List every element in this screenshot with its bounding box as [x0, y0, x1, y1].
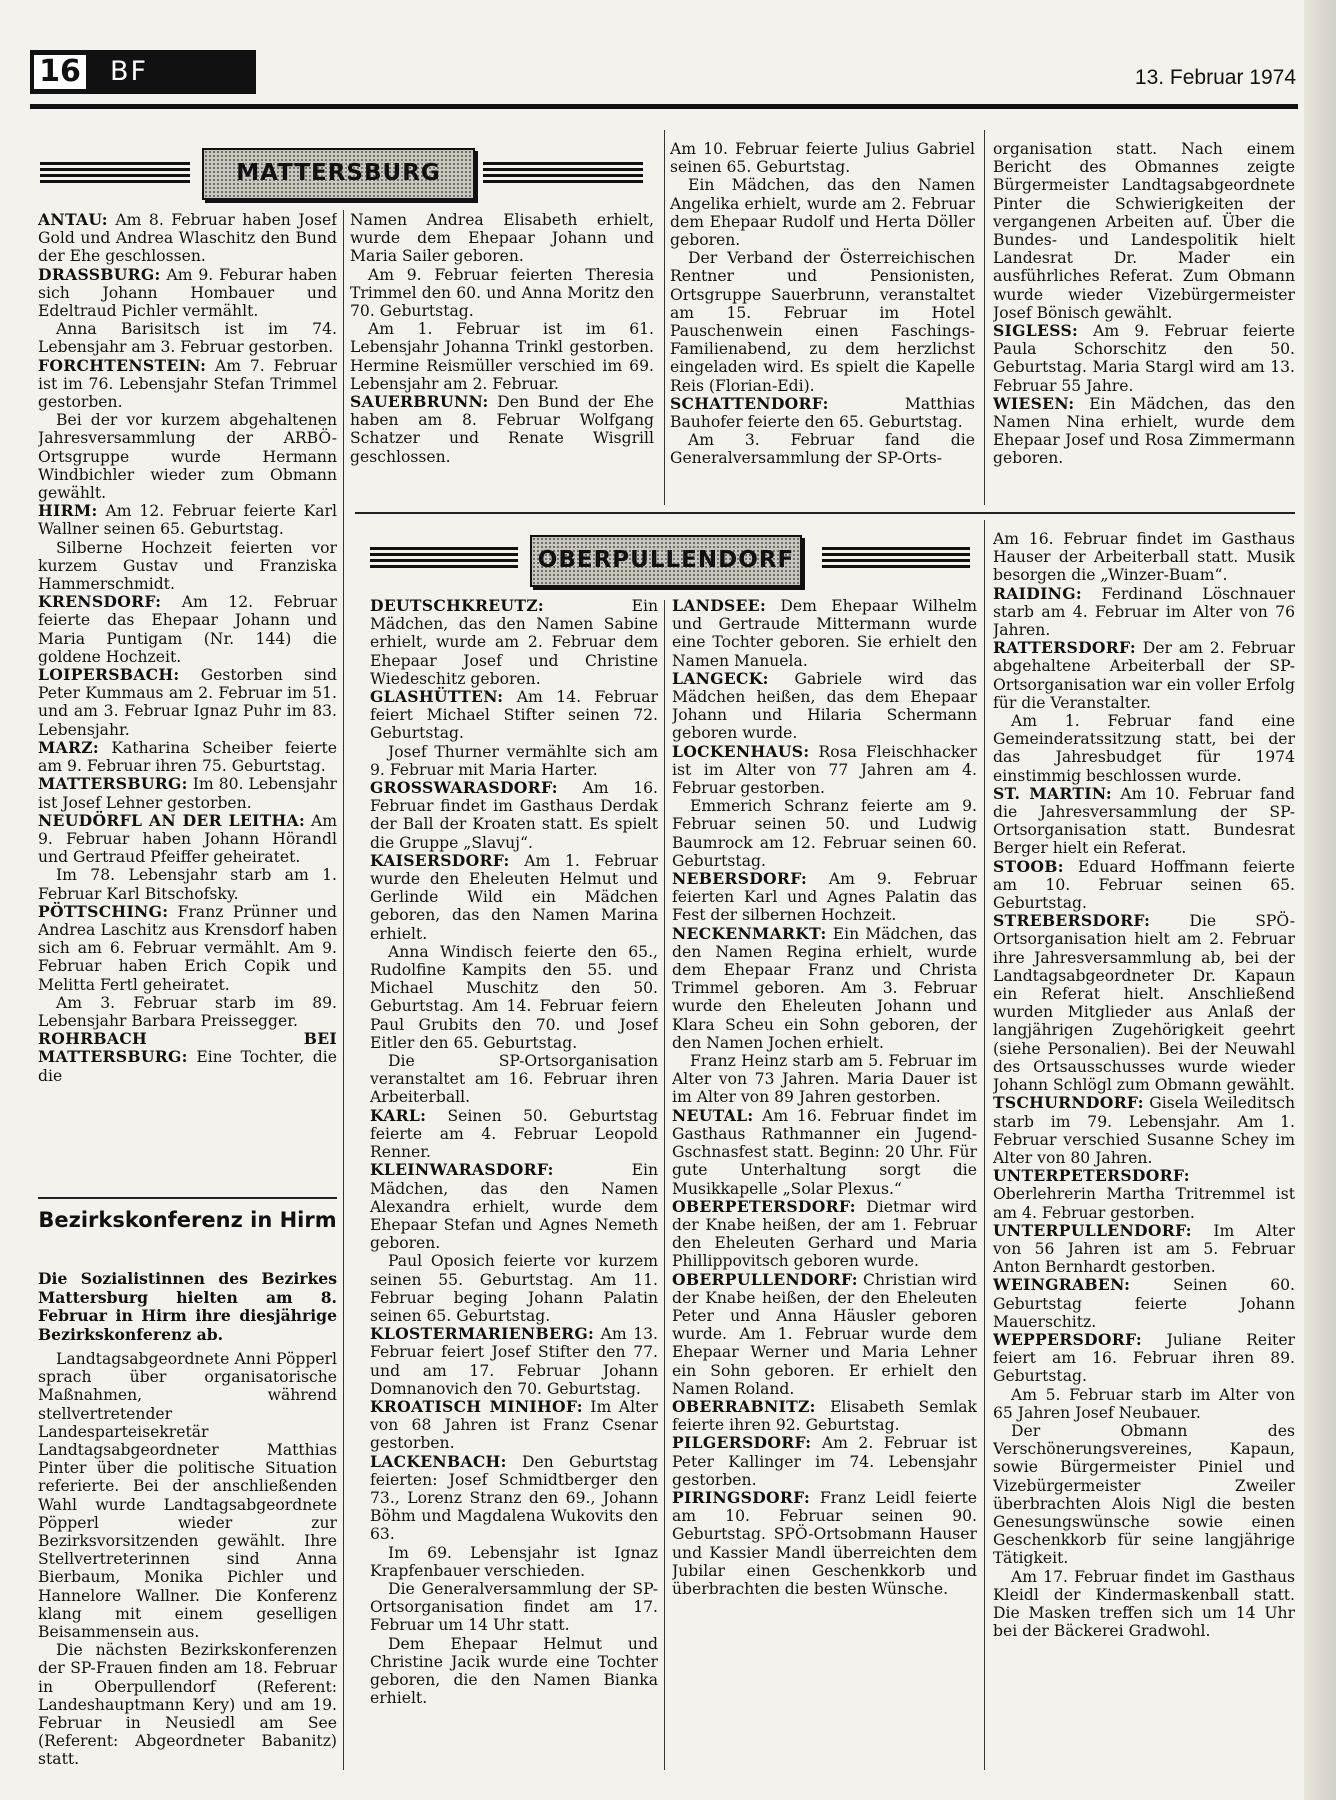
town-name: SCHATTENDORF: — [670, 393, 829, 413]
notice-paragraph — [370, 1635, 658, 1708]
notice-paragraph — [993, 858, 1295, 913]
town-name: NECKENMARKT: — [672, 923, 827, 943]
notice-paragraph — [38, 211, 337, 266]
notice-text: Silberne Hochzeit feierten vor kurzem Gustav und Franziska Hammerschmidt. — [38, 538, 337, 594]
notice-text: Dem Ehepaar Wilhelm und Gertraude Mittermann wurde eine Tochter geboren. Sie erhielt den Namen Manuela. — [672, 597, 977, 670]
notice-paragraph — [672, 870, 977, 925]
notice-text: Am 9. Februar haben Johann Hörandl und Gertraud Pfeiffer geheiratet. — [38, 811, 337, 867]
notice-text: Im 80. Lebensjahr ist Josef Lehner gestorben. — [38, 775, 337, 812]
column-rule — [664, 600, 665, 1770]
notice-text: Die SPÖ-Ortsorganisation hielt am 2. Februar ihre Jahresversammlung ab, bei der Landtagsabgeordneter Dr. Kapaun ein Referat hielt. Anschließend wurden Mitglieder aus Anlaß der langjährigen Zugehörigkeit geehrt (siehe Personalien). Bei der Neuwahl des Ortsausschusses wurde wieder Johann Schlögl zum Obmann gewählt. — [993, 912, 1295, 1095]
notice-paragraph — [38, 666, 337, 739]
notice-text: Ein Mädchen, das den Namen Nina erhielt, wurde dem Ehepaar Josef und Rosa Zimmermann geboren. — [993, 394, 1295, 468]
notice-text: Am 9. Feburar haben sich Johann Hombauer und Edeltraud Pichler vermählt. — [38, 265, 337, 321]
notice-paragraph — [993, 912, 1295, 1094]
notice-text: Am 13. Februar feiert Josef Stifter den 77. und am 17. Februar Johann Domnanovich den 70. Geburtstag. — [370, 1325, 658, 1398]
notice-text: Am 7. Februar ist im 76. Lebensjahr Stefan Trimmel gestorben. — [38, 356, 337, 412]
town-name: OBERPULLENDORF: — [672, 1269, 858, 1289]
notice-text: Am 9. Februar feierten Karl und Agnes Palatin das Fest der silbernen Hochzeit. — [672, 870, 977, 925]
notice-text: Gisela Weileditsch starb im 79. Lebensjahr. Am 1. Februar verschied Susanne Schey im Alter von 80 Jahren. — [993, 1094, 1295, 1167]
notice-text: Seinen 60. Geburtstag feierte Johann Mauerschitz. — [993, 1276, 1295, 1331]
notice-text: Im Alter von 68 Jahren ist Franz Csenar gestorben. — [370, 1397, 658, 1453]
notice-paragraph — [350, 393, 654, 466]
notice-paragraph — [370, 743, 658, 779]
town-name: MARZ: — [38, 737, 99, 757]
notice-text: Im 69. Lebensjahr ist Ignaz Krapfenbauer verschieden. — [370, 1543, 658, 1580]
notice-paragraph — [38, 539, 337, 594]
notice-paragraph — [370, 1161, 658, 1252]
notice-paragraph — [993, 785, 1295, 858]
notice-paragraph — [993, 639, 1295, 712]
notice-text: Anna Windisch feierte den 65., Rudolfine Kampits den 55. und Michael Muschitz den 50. Geburtstag. Am 14. Februar feiern Paul Grubits den 70. und Josef Eitler den 65. Geburtstag. — [370, 942, 658, 1052]
notice-paragraph — [993, 1422, 1295, 1568]
notice-text: Am 16. Februar findet im Gasthaus Hauser der Arbeiterball statt. Musik besorgen die „Winzer-Buam“. — [993, 530, 1295, 585]
notice-text: Am 1. Februar fand eine Gemeinderatssitzung statt, bei der das Jahresbudget für 1974 einstimmig beschlossen wurde. — [993, 712, 1295, 785]
notice-paragraph — [672, 1398, 977, 1434]
header-rule — [30, 104, 1298, 109]
notice-paragraph — [672, 925, 977, 1052]
notice-text: Matthias Bauhofer feierte den 65. Geburtstag. — [670, 394, 975, 432]
article-paragraph: Die nächsten Bezirkskonferenzen der SP-Frauen finden am 18. Februar in Oberpullendorf (Referent: Landeshauptmann Kery) und am 19. Februar in Neusiedl am See (Referent: Abgeordneter Babanitz) statt. — [38, 1641, 337, 1769]
town-name: ST. MARTIN: — [993, 783, 1112, 803]
notice-text: Dem Ehepaar Helmut und Christine Jacik wurde eine Tochter geboren, die den Namen Bianka erhielt. — [370, 1634, 658, 1708]
notice-text: Am 12. Februar feierte Karl Wallner seinen 65. Geburtstag. — [38, 502, 337, 539]
notice-paragraph — [38, 357, 337, 412]
town-name: DEUTSCHKREUTZ: — [370, 597, 544, 615]
town-name: NEBERSDORF: — [672, 869, 808, 889]
notice-paragraph — [993, 322, 1295, 395]
notice-paragraph — [993, 1386, 1295, 1422]
notice-text: Die Generalversammlung der SP-Ortsorganisation findet am 17. Februar um 14 Uhr statt. — [370, 1579, 658, 1635]
notice-text: Am 9. Februar feierte Paula Schorschitz den 50. Geburtstag. Maria Stargl wird am 13. Februar 55 Jahre. — [993, 322, 1295, 395]
notice-text: Seinen 50. Geburtstag feierte am 4. Februar Leopold Renner. — [370, 1106, 658, 1162]
notice-text: Am 9. Februar feierten Theresia Trimmel den 60. und Anna Moritz den 70. Geburtstag. — [350, 265, 654, 321]
town-name: WEPPERSDORF: — [993, 1329, 1142, 1349]
town-name: LANGECK: — [672, 668, 769, 688]
town-name: DRASSBURG: — [38, 264, 161, 284]
notice-text: Der Verband der Österreichischen Rentner und Pensionisten, Ortsgruppe Sauerbrunn, veranstaltet am 15. Februar im Hotel Pauschenwein einen Faschings-Familienabend, zu dem herzlichst eingeladen wird. Es spielt die Kapelle Reis (Florian-Edi). — [670, 249, 975, 395]
notice-paragraph — [672, 1107, 977, 1198]
notice-paragraph — [38, 994, 337, 1030]
town-name: NEUTAL: — [672, 1105, 754, 1125]
notice-text: Am 5. Februar starb im Alter von 65 Jahren Josef Neubauer. — [993, 1385, 1295, 1422]
notice-text: organisation statt. Nach einem Bericht des Obmannes zeigte Bürgermeister Landtagsabgeordnete Pinter die Schwierigkeiten der vergangenen Arbeiten auf. Über die Bundes- und Landespolitik hielt Landesrat Dr. Mader ein ausführliches Referat. Zum Obmann wurde wieder Vizebürgermeister Josef Bönisch gewählt. — [993, 140, 1295, 322]
page-header-box — [30, 50, 256, 94]
notice-text: Katharina Scheiber feierte am 9. Februar ihren 75. Geburtstag. — [38, 738, 337, 776]
town-name: PIRINGSDORF: — [672, 1487, 811, 1507]
notice-text: Am 1. Februar ist im 61. Lebensjahr Johanna Trinkl gestorben. Hermine Reismüller verschied im 69. Lebensjahr am 2. Februar. — [350, 320, 654, 393]
notice-paragraph — [38, 775, 337, 811]
notice-paragraph — [670, 249, 975, 395]
notice-paragraph — [670, 395, 975, 431]
notice-paragraph — [672, 1434, 977, 1489]
town-name: PÖTTSCHING: — [38, 901, 169, 921]
notice-paragraph — [993, 395, 1295, 468]
notice-text: Eine Tochter, die die — [38, 1048, 337, 1085]
town-name: KROATISCH MINIHOF: — [370, 1396, 583, 1416]
notice-text: Franz Prünner und Andrea Laschitz aus Krensdorf haben sich am 6. Februar vermählt. Am 9. Februar haben Erich Copik und Melitta Fertl geheiratet. — [38, 902, 337, 994]
notice-paragraph — [370, 1107, 658, 1162]
town-name: RATTERSDORF: — [993, 638, 1136, 658]
notice-text: Ein Mädchen, das den Namen Alexandra erhielt, wurde dem Ehepaar Stefan und Agnes Nemeth geboren. — [370, 1161, 658, 1253]
column-rule — [984, 520, 985, 1770]
notice-text: Am 10. Februar fand die Jahresversammlung der SP-Ortsorganisation statt. Bundesrat Berger hielt ein Referat. — [993, 784, 1295, 858]
notice-text: Rosa Fleischhacker ist im Alter von 77 Jahren am 4. Februar gestorben. — [672, 742, 977, 798]
text-column — [350, 211, 654, 499]
town-name: NEUDÖRFL AN DER LEITHA: — [38, 810, 306, 830]
notice-text: Am 16. Februar findet im Gasthaus Derdak der Ball der Kroaten statt. Es spielt die Gruppe „Slavuj“. — [370, 779, 658, 852]
notice-text: Josef Thurner vermählte sich am 9. Februar mit Maria Harter. — [370, 742, 658, 779]
text-column — [672, 597, 977, 1767]
town-name: ROHRBACH BEI MATTERSBURG: — [38, 1029, 337, 1067]
notice-text: Die SP-Ortsorganisation veranstaltet am 16. Februar ihren Arbeiterball. — [370, 1052, 658, 1107]
town-name: ANTAU: — [38, 211, 108, 229]
notice-paragraph — [38, 866, 337, 902]
notice-text: Anna Barisitsch ist im 74. Lebensjahr am 3. Februar gestorben. — [38, 320, 337, 357]
notice-text: Am 3. Februar starb im 89. Lebensjahr Barbara Preissegger. — [38, 993, 337, 1030]
notice-text: Am 1. Februar wurde den Eheleuten Helmut und Gerlinde Wild ein Mädchen geboren, das den Namen Marina erhielt. — [370, 851, 658, 943]
notice-paragraph — [370, 1052, 658, 1107]
notice-paragraph — [350, 320, 654, 393]
notice-text: Gestorben sind Peter Kummaus am 2. Februar im 51. und am 3. Februar Ignaz Puhr im 83. Lebensjahr. — [38, 666, 337, 739]
notice-paragraph — [370, 852, 658, 943]
notice-paragraph — [370, 1453, 658, 1544]
notice-paragraph — [670, 140, 975, 176]
notice-text: Am 14. Februar feiert Michael Stifter seinen 72. Geburtstag. — [370, 688, 658, 743]
column-rule — [984, 130, 985, 505]
notice-text: Der am 2. Februar abgehaltene Arbeiterball der SP-Ortsorganisation war ein voller Erfolg für die Veranstalter. — [993, 639, 1295, 712]
notice-paragraph — [993, 1568, 1295, 1641]
notice-paragraph — [370, 688, 658, 743]
notice-text: Am 10. Februar feierte Julius Gabriel seinen 65. Geburtstag. — [670, 140, 975, 177]
notice-text: Bei der vor kurzem abgehaltenen Jahresversammlung der ARBÖ-Ortsgruppe wurde Hermann Windbichler wieder zum Obmann gewählt. — [38, 411, 337, 503]
banner-bars-left — [40, 162, 190, 190]
town-name: SIGLESS: — [993, 321, 1079, 341]
page-edge — [1304, 0, 1336, 1800]
town-name: UNTERPULLENDORF: — [993, 1220, 1192, 1240]
notice-text: Den Geburtstag feierten: Josef Schmidtberger den 73., Lorenz Stranz den 69., Johann Böhm und Magdalena Wukovits den 63. — [370, 1452, 658, 1544]
banner-bars-right — [483, 162, 643, 190]
notice-paragraph — [993, 1094, 1295, 1167]
page-number: 16 — [34, 55, 86, 89]
notice-paragraph — [993, 1167, 1295, 1222]
notice-text: Christian wird der Knabe heißen, der den Eheleuten Peter und Anna Häusler geboren wurde. Am 1. Februar wurde dem Ehepaar Werner und Maria Lehner ein Sohn geboren. Er erhielt den Namen Roland. — [672, 1270, 977, 1398]
article-lead: Die Sozialistinnen des Bezirkes Mattersburg hielten am 8. Februar in Hirm ihre diesjährige Bezirkskonferenz ab. — [38, 1269, 337, 1344]
notice-paragraph — [350, 266, 654, 321]
notice-paragraph — [370, 779, 658, 852]
notice-text: Juliane Reiter feiert am 16. Februar ihren 89. Geburtstag. — [993, 1330, 1295, 1386]
section-divider — [355, 512, 1295, 514]
notice-paragraph — [993, 585, 1295, 640]
town-name: RAIDING: — [993, 583, 1082, 603]
notice-text: Am 2. Februar ist Peter Kallinger im 74. Lebensjahr gestorben. — [672, 1434, 977, 1489]
town-name: WIESEN: — [993, 393, 1075, 413]
notice-paragraph — [993, 530, 1295, 585]
notice-paragraph — [670, 176, 975, 249]
notice-text: Gabriele wird das Mädchen heißen, das dem Ehepaar Johann und Hilaria Schermann geboren wurde. — [672, 669, 977, 743]
notice-paragraph — [370, 1580, 658, 1635]
notice-text: Ein Mädchen, das den Namen Angelika erhielt, wurde am 2. Februar dem Ehepaar Rudolf und Herta Döller geboren. — [670, 176, 975, 250]
text-column — [670, 140, 975, 502]
notice-text: Im 78. Lebensjahr starb am 1. Februar Karl Bitschofsky. — [38, 866, 337, 903]
notice-paragraph — [672, 597, 977, 670]
article-headline: Bezirkskonferenz in Hirm — [38, 1208, 337, 1232]
article-body — [38, 1350, 337, 1770]
banner-bars-right — [822, 547, 970, 575]
town-name: KARL: — [370, 1105, 427, 1125]
notice-paragraph — [672, 743, 977, 798]
town-name: WEINGRABEN: — [993, 1275, 1131, 1295]
notice-paragraph — [38, 266, 337, 321]
notice-text: Ein Mädchen, das den Namen Sabine erhielt, wurde am 2. Februar dem Ehepaar Josef und Christine Wiedeschitz geboren. — [370, 597, 658, 688]
town-name: UNTERPETERSDORF: — [993, 1166, 1190, 1186]
issue-date: 13. Februar 1974 — [1134, 66, 1296, 89]
notice-paragraph — [38, 812, 337, 867]
notice-text: Oberlehrerin Martha Tritremmel ist am 4. Februar gestorben. — [993, 1185, 1295, 1222]
notice-text: Elisabeth Semlak feierte ihren 92. Geburtstag. — [672, 1397, 977, 1435]
article-paragraph: Landtagsabgeordnete Anni Pöpperl sprach über organisatorische Maßnahmen, während stellvertretender Landesparteisekretär Landtagsabgeordneter Matthias Pinter über die politische Situation referierte. Bei der anschließenden Wahl wurde Landtagsabgeordnete Pöpperl wieder zur Bezirksvorsitzenden gewählt. Ihre Stellvertreterinnen sind Anna Bierbaum, Monika Pichler und Hannelore Wallner. Die Konferenz klang mit einem geselligen Beisammensein aus. — [38, 1350, 337, 1642]
notice-paragraph — [38, 903, 337, 994]
section-code: BF — [110, 56, 149, 87]
column-rule — [343, 210, 344, 1770]
town-name: STOOB: — [993, 856, 1064, 876]
notice-text: Ein Mädchen, das den Namen Regina erhielt, wurde dem Ehepaar Franz und Christa Trimmel geboren. Am 3. Februar wurde den Eheleuten Johann und Klara Scheu ein Sohn geboren, der den Namen Jochen erhielt. — [672, 924, 977, 1052]
notice-paragraph — [38, 502, 337, 538]
column-rule — [664, 130, 665, 505]
notice-paragraph — [993, 712, 1295, 785]
section-banner-oberpullendorf: OBERPULLENDORF — [530, 535, 802, 587]
text-column — [370, 597, 658, 1767]
town-name: GROSSWARASDORF: — [370, 778, 558, 798]
notice-paragraph — [672, 1052, 977, 1107]
notice-paragraph — [370, 1544, 658, 1580]
banner-bars-left — [370, 547, 518, 575]
notice-paragraph — [38, 1030, 337, 1085]
town-name: GLASHÜTTEN: — [370, 687, 504, 707]
notice-paragraph — [672, 797, 977, 870]
town-name: KRENSDORF: — [38, 592, 162, 612]
notice-paragraph — [370, 1252, 658, 1325]
notice-paragraph — [350, 211, 654, 266]
town-name: FORCHTENSTEIN: — [38, 355, 207, 375]
town-name: KAISERSDORF: — [370, 850, 510, 870]
notice-paragraph — [672, 1198, 977, 1271]
notice-paragraph — [993, 1331, 1295, 1386]
notice-paragraph — [993, 1222, 1295, 1277]
notice-text: Am 16. Februar findet im Gasthaus Rathmanner ein Jugend-Gschnasfest statt. Beginn: 20 Uhr. Für gute Unterhaltung sorgt die Musikkapelle „Solar Plexus.“ — [672, 1106, 977, 1198]
notice-text: Der Obmann des Verschönerungsvereines, Kapaun, sowie Bürgermeister Piniel und Vizebürgermeister Zweiler überbrachten Alois Nigl die besten Genesungswünsche sowie einen Geschenkkorb für seine langjährige Tätigkeit. — [993, 1421, 1295, 1568]
town-name: PILGERSDORF: — [672, 1433, 812, 1453]
notice-text: Emmerich Schranz feierte am 9. Februar seinen 50. und Ludwig Baumrock am 12. Februar seinen 60. Geburtstag. — [672, 797, 977, 870]
text-column — [38, 211, 337, 1201]
notice-paragraph — [993, 140, 1295, 322]
notice-paragraph — [672, 1271, 977, 1398]
town-name: LOCKENHAUS: — [672, 741, 810, 761]
notice-paragraph — [370, 943, 658, 1052]
notice-text: Am 12. Februar feierte das Ehepaar Johann und Maria Puntigam (Nr. 144) die goldene Hochzeit. — [38, 593, 337, 666]
notice-paragraph — [672, 670, 977, 743]
notice-paragraph — [370, 1325, 658, 1398]
town-name: STREBERSDORF: — [993, 911, 1151, 931]
town-name: KLOSTERMARIENBERG: — [370, 1324, 595, 1344]
town-name: LANDSEE: — [672, 597, 767, 615]
notice-text: Franz Heinz starb am 5. Februar im Alter von 73 Jahren. Maria Dauer ist im Alter von 89 Jahren gestorben. — [672, 1052, 977, 1107]
notice-text: Im Alter von 56 Jahren ist am 5. Februar Anton Bernhardt gestorben. — [993, 1221, 1295, 1277]
town-name: MATTERSBURG: — [38, 774, 188, 794]
notice-text: Am 17. Februar findet im Gasthaus Kleidl der Kindermaskenball statt. Die Masken treffen sich um 14 Uhr bei der Bäckerei Gradwohl. — [993, 1567, 1295, 1641]
notice-paragraph — [38, 593, 337, 666]
town-name: SAUERBRUNN: — [350, 392, 489, 412]
town-name: LOIPERSBACH: — [38, 665, 180, 685]
town-name: OBERRABNITZ: — [672, 1396, 816, 1416]
notice-text: Am 8. Februar haben Josef Gold und Andrea Wlaschitz den Bund der Ehe geschlossen. — [38, 211, 337, 266]
notice-paragraph — [672, 1489, 977, 1598]
text-column — [993, 140, 1295, 502]
town-name: LACKENBACH: — [370, 1451, 507, 1471]
notice-text: Eduard Hoffmann feierte am 10. Februar seinen 65. Geburtstag. — [993, 857, 1295, 913]
town-name: HIRM: — [38, 501, 98, 521]
notice-paragraph — [993, 1276, 1295, 1331]
notice-text: Am 3. Februar fand die Generalversammlung der SP-Orts- — [670, 431, 975, 468]
notice-text: Namen Andrea Elisabeth erhielt, wurde dem Ehepaar Johann und Maria Sailer geboren. — [350, 211, 654, 266]
notice-paragraph — [370, 1398, 658, 1453]
town-name: TSCHURNDORF: — [993, 1093, 1144, 1113]
notice-text: Dietmar wird der Knabe heißen, der am 1. Februar den Eheleuten Gerhard und Maria Phillippovitsch geboren wurde. — [672, 1197, 977, 1271]
town-name: KLEINWARASDORF: — [370, 1160, 554, 1180]
notice-paragraph — [370, 597, 658, 688]
notice-text: Paul Oposich feierte vor kurzem seinen 55. Geburtstag. Am 11. Februar beging Johann Palatin seinen 65. Geburtstag. — [370, 1252, 658, 1325]
notice-text: Franz Leidl feierte am 10. Februar seinen 90. Geburtstag. SPÖ-Ortsobmann Hauser und Kassier Mandl überreichten dem Jubilar einen Geschenkkorb und überbrachten die besten Wünsche. — [672, 1488, 977, 1598]
notice-text: Den Bund der Ehe haben am 8. Februar Wolfgang Schatzer und Renate Wisgrill geschlossen. — [350, 393, 654, 466]
notice-paragraph — [38, 739, 337, 775]
section-banner-mattersburg: MATTERSBURG — [202, 148, 475, 200]
notice-text: Ferdinand Löschnauer starb am 4. Februar im Alter von 76 Jahren. — [993, 584, 1295, 640]
text-column — [993, 530, 1295, 1770]
notice-paragraph — [38, 411, 337, 502]
notice-paragraph — [670, 431, 975, 467]
town-name: OBERPETERSDORF: — [672, 1196, 856, 1216]
notice-paragraph — [38, 320, 337, 356]
